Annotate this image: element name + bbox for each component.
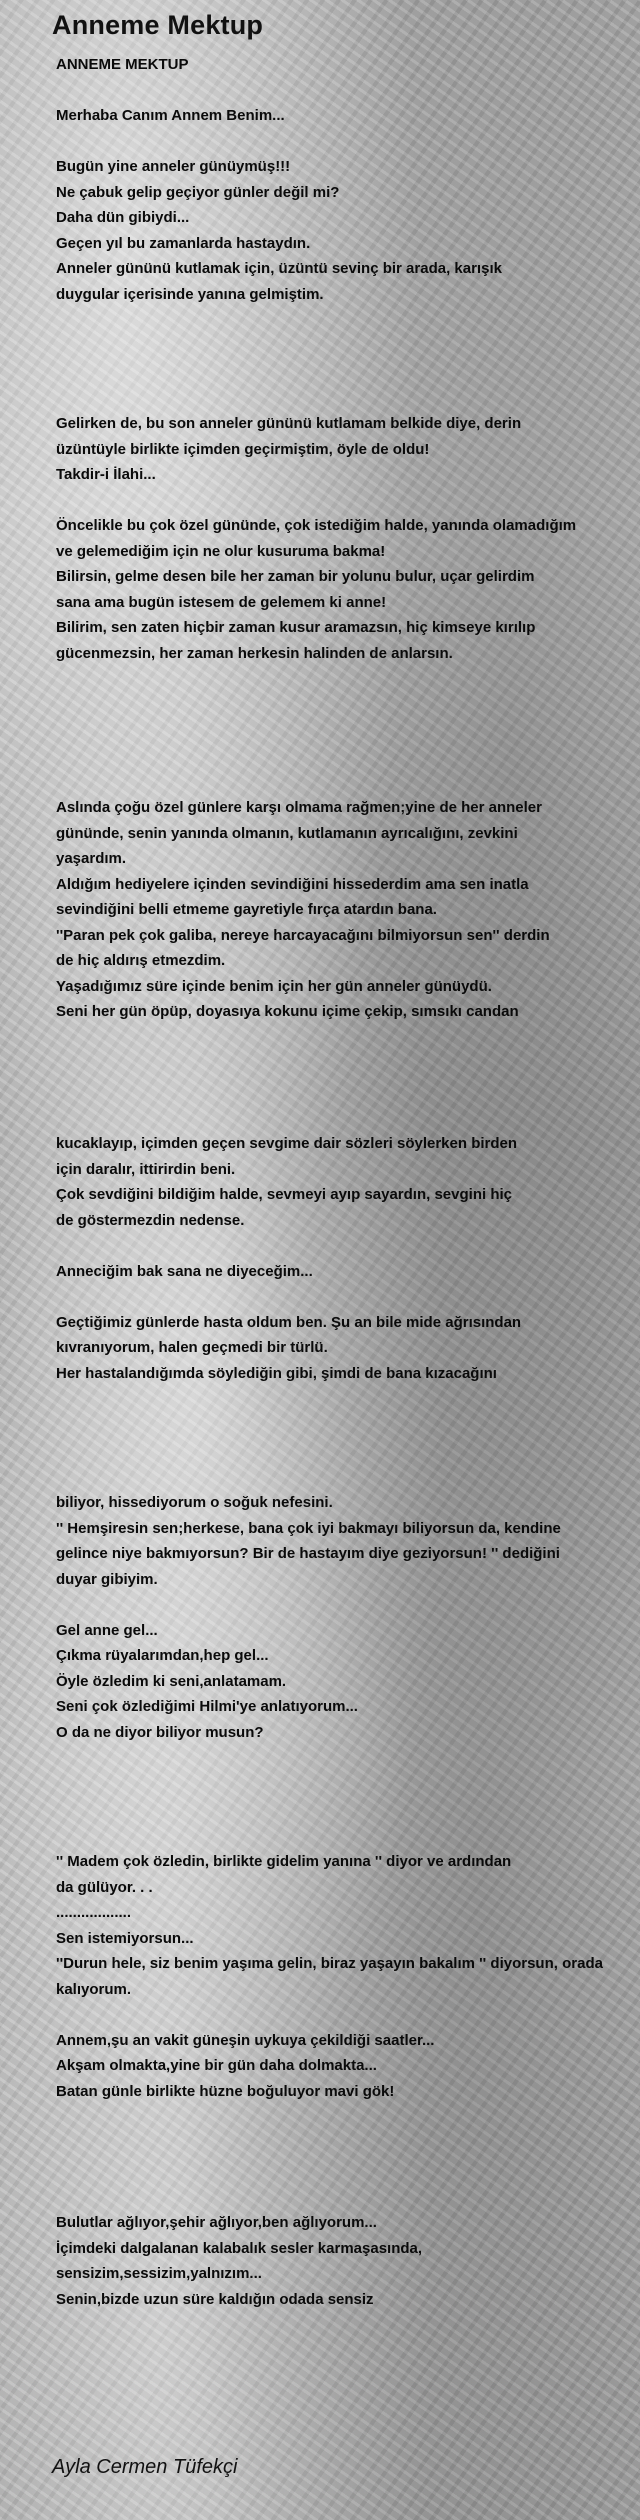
poem-line: sensizim,sessizim,yalnızım... (56, 2265, 262, 2282)
poem-line: Gel anne gel... (56, 1621, 158, 1639)
poem-line: gücenmezsin, her zaman herkesin halinden de anlarsın. (56, 644, 453, 662)
poem-line: gününde, senin yanında olmanın, kutlamanın ayrıcalığını, zevkini (56, 824, 518, 842)
poem-line: Bilirim, sen zaten hiçbir zaman kusur aramazsın, hiç kimseye kırılıp (56, 619, 536, 636)
poem-block-6 (56, 1849, 640, 2104)
poem-line: Aldığım hediyelere içinden sevindiğini hissederdim ama sen inatla (56, 875, 529, 893)
poem-block-2 (56, 411, 640, 666)
poem-block-5 (56, 1490, 640, 1745)
poem-block-3 (56, 795, 640, 1025)
poem-line: Öncelikle bu çok özel gününde, çok istediğim halde, yanında olamadığım (56, 517, 577, 534)
poem-line: duyar gibiyim. (56, 1570, 158, 1588)
poem-line: Geçtiğimiz günlerde hasta oldum ben. Şu an bile mide ağrısından (56, 1313, 522, 1331)
author-signature: Ayla Cermen Tüfekçi (52, 2456, 238, 2478)
poem-line: Anneciğim bak sana ne diyeceğim... (56, 1262, 313, 1280)
poem-line: Aslında çoğu özel günlere karşı olmama rağmen;yine de her anneler (56, 799, 542, 816)
poem-line: için daralır, ittirirdin beni. (56, 1160, 236, 1178)
poem-line: Seni çok özlediğimi Hilmi'ye anlatıyorum... (56, 1698, 358, 1715)
poem-line: Yaşadığımız süre içinde benim için her gün anneler günüydü. (56, 977, 492, 995)
poem-line: ''Durun hele, siz benim yaşıma gelin, biraz yaşayın bakalım '' diyorsun, orada (56, 1955, 603, 1972)
poem-line: Annem,şu an vakit güneşin uykuya çekildiği saatler... (56, 2031, 435, 2049)
poem-line: Her hastalandığımda söylediğin gibi, şimdi de bana kızacağını (56, 1364, 497, 1382)
poem-line: de göstermezdin nedense. (56, 1211, 245, 1229)
poem-line: Senin,bizde uzun süre kaldığın odada sensiz (56, 2290, 374, 2308)
poem-line (56, 129, 640, 155)
poem-line: yaşardım. (56, 850, 127, 867)
poem-title: Anneme Mektup (52, 10, 264, 40)
poem-line: sana ama bugün istesem de gelemem ki anne! (56, 593, 387, 611)
poem-line: Öyle özledim ki seni,anlatamam. (56, 1672, 287, 1690)
poem-line (56, 2002, 640, 2028)
poem-line: Geçen yıl bu zamanlarda hastaydın. (56, 234, 311, 252)
poem-line: Bilirsin, gelme desen bile her zaman bir yolunu bulur, uçar gelirdim (56, 568, 535, 585)
poem-line: ve gelemediğim için ne olur kusuruma bakma! (56, 542, 386, 560)
poem-line: de hiç aldırış etmezdim. (56, 952, 226, 969)
poem-line: Gelirken de, bu son anneler gününü kutlamam belkide diye, derin (56, 415, 522, 432)
poem-line (56, 1284, 640, 1310)
poem-line: Çıkma rüyalarımdan,hep gel... (56, 1647, 269, 1664)
poem-block-4 (56, 1131, 640, 1386)
poem-block-7 (56, 2210, 640, 2312)
poem-line: Daha dün gibiydi... (56, 209, 190, 226)
poem-line: ''Paran pek çok galiba, nereye harcayacağını bilmiyorsun sen'' derdin (56, 926, 550, 944)
poem-line: gelince niye bakmıyorsun? Bir de hastayım diye geziyorsun! '' dediğini (56, 1545, 560, 1562)
poem-line: İçimdeki dalgalanan kalabalık sesler karmaşasında, (56, 2239, 423, 2257)
poem-line (56, 1233, 640, 1259)
poem-line: Sen istemiyorsun... (56, 1929, 194, 1947)
poem-line: kucaklayıp, içimden geçen sevgime dair sözleri söylerken birden (56, 1135, 518, 1152)
poem-line: Bulutlar ağlıyor,şehir ağlıyor,ben ağlıyorum... (56, 2214, 377, 2231)
poem-line (56, 1592, 640, 1618)
poem-line: da gülüyor. . . (56, 1878, 153, 1896)
poem-line: Takdir-i İlahi... (56, 466, 156, 483)
poem-line: sevindiğini belli etmeme gayretiyle fırça atardın bana. (56, 901, 437, 918)
poem-line (56, 488, 640, 514)
poem-line: Anneler gününü kutlamak için, üzüntü sevinç bir arada, karışık (56, 260, 502, 277)
poem-line: Bugün yine anneler günüymüş!!! (56, 158, 291, 175)
poem-line: O da ne diyor biliyor musun? (56, 1723, 264, 1741)
poem-line: Ne çabuk gelip geçiyor günler değil mi? (56, 183, 340, 201)
poem-line: Çok sevdiğini bildiğim halde, sevmeyi ayıp sayardın, sevgini hiç (56, 1186, 512, 1203)
poem-line: '' Madem çok özledin, birlikte gidelim yanına '' diyor ve ardından (56, 1853, 512, 1870)
poem-line: Batan günle birlikte hüzne boğuluyor mavi gök! (56, 2082, 395, 2100)
poem-line (56, 78, 640, 104)
poem-line: ANNEME MEKTUP (56, 56, 189, 73)
poem-line: Merhaba Canım Annem Benim... (56, 107, 285, 124)
poem-line: .................. (56, 1904, 132, 1921)
poem-line: biliyor, hissediyorum o soğuk nefesini. (56, 1494, 333, 1511)
poem-line: kalıyorum. (56, 1980, 132, 1998)
poem-line: Akşam olmakta,yine bir gün daha dolmakta... (56, 2057, 377, 2074)
poem-line: kıvranıyorum, halen geçmedi bir türlü. (56, 1339, 328, 1356)
poem-line: duygular içerisinde yanına gelmiştim. (56, 285, 324, 303)
poem-line: '' Hemşiresin sen;herkese, bana çok iyi bakmayı biliyorsun da, kendine (56, 1519, 561, 1537)
poem-line: üzüntüyle birlikte içimden geçirmiştim, öyle de oldu! (56, 440, 430, 458)
poem-line: Seni her gün öpüp, doyasıya kokunu içime çekip, sımsıkı candan (56, 1003, 519, 1020)
poem-block-1 (56, 52, 640, 307)
